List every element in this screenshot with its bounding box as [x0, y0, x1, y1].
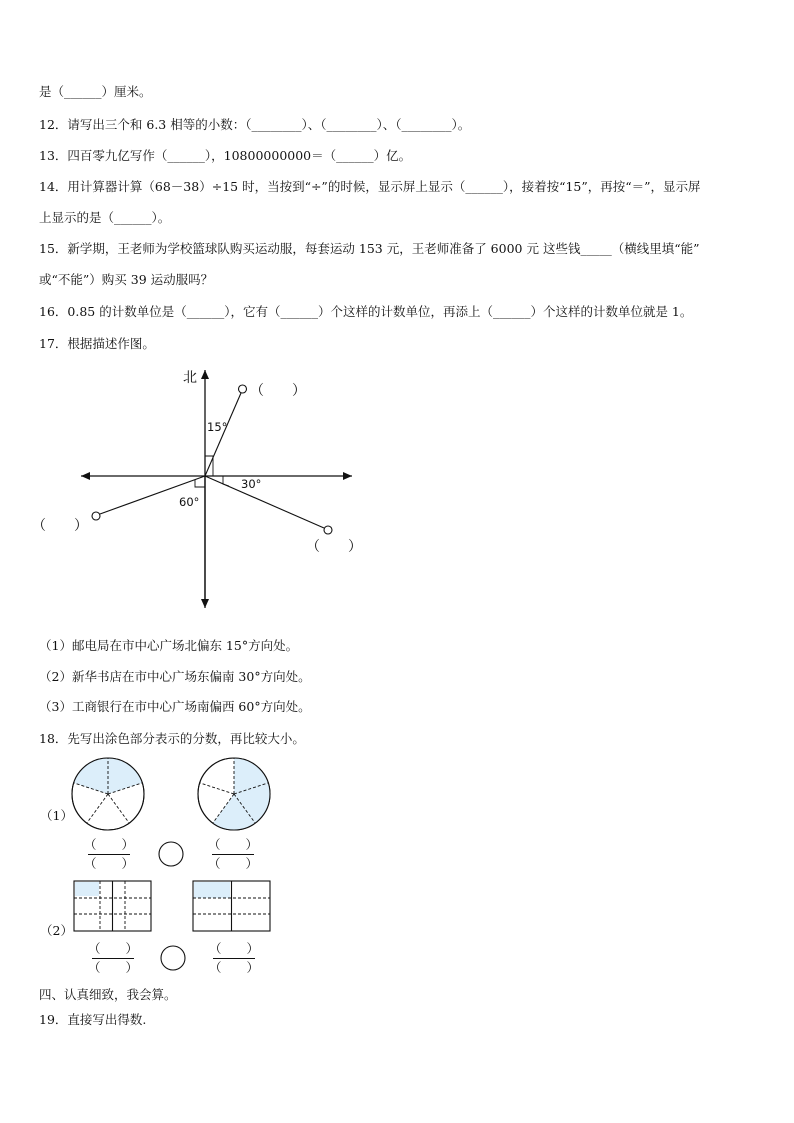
rect-left-shaded	[75, 882, 99, 896]
blank-bookstore: （ ）	[306, 539, 362, 555]
rect-left	[74, 881, 151, 931]
denominator-blank[interactable]: （ ）	[208, 856, 259, 871]
question-15-line-1: 15．新学期，王老师为学校篮球队购买运动服，每套运动 153 元，王老师准备了 6000 元 这些钱_____（横线里填“能”	[39, 241, 700, 256]
text-line-blank-cm: 是（______）厘米。	[39, 84, 152, 99]
fraction-answer-4	[209, 940, 259, 977]
blank-bank: （ ）	[32, 518, 88, 534]
question-17-item-1: （1）邮电局在市中心广场北偏东 15°方向处。	[39, 638, 299, 653]
denominator-blank[interactable]: （ ）	[209, 960, 260, 975]
angle-label-60: 60°	[179, 495, 200, 509]
question-19: 19．直接写出得数.	[39, 1012, 147, 1027]
rect-right-shaded	[194, 882, 230, 898]
fraction-answer-1	[84, 836, 134, 873]
numerator-blank[interactable]: （ ）	[84, 837, 135, 852]
question-14-line-2: 上显示的是（______）。	[39, 210, 171, 225]
north-label: 北	[183, 370, 197, 386]
question-13: 13．四百零九亿写作（______），10800000000＝（______）亿。	[39, 148, 412, 163]
question-18: 18．先写出涂色部分表示的分数，再比较大小。	[39, 731, 305, 746]
question-17-item-2: （2）新华书店在市中心广场东偏南 30°方向处。	[39, 669, 311, 684]
question-16: 16．0.85 的计数单位是（______），它有（______）个这样的计数单位，再添上（______）个这样的计数单位就是 1。	[39, 304, 693, 319]
numerator-blank[interactable]: （ ）	[209, 941, 260, 956]
denominator-blank[interactable]: （ ）	[84, 856, 135, 871]
compare-circle-1	[159, 842, 183, 866]
denominator-blank[interactable]: （ ）	[88, 960, 139, 975]
rect-right	[193, 881, 270, 931]
fraction-row-1-label: （1）	[40, 808, 73, 823]
numerator-blank[interactable]: （ ）	[88, 941, 139, 956]
question-17-item-3: （3）工商银行在市中心广场南偏西 60°方向处。	[39, 699, 311, 714]
question-17: 17．根据描述作图。	[39, 336, 155, 351]
compare-circle-2	[161, 946, 185, 970]
pie-left	[72, 758, 144, 830]
question-15-line-2: 或“不能”）购买 39 运动服吗？	[39, 272, 214, 287]
pie-right	[198, 758, 270, 830]
fraction-answer-3	[88, 940, 138, 977]
question-12: 12．请写出三个和 6.3 相等的小数：（________）、（________）、（________）。	[39, 117, 471, 132]
blank-post-office: （ ）	[250, 383, 306, 399]
question-14-line-1: 14．用计算器计算（68－38）÷15 时，当按到“÷”的时候，显示屏上显示（______），接着按“15”，再按“＝”，显示屏	[39, 179, 701, 194]
numerator-blank[interactable]: （ ）	[208, 837, 259, 852]
section-4-heading: 四、认真细致，我会算。	[39, 987, 177, 1002]
angle-label-15: 15°	[207, 420, 228, 434]
fraction-row-2-label: （2）	[40, 923, 73, 938]
angle-label-30: 30°	[241, 477, 262, 491]
fraction-answer-2	[208, 836, 258, 873]
